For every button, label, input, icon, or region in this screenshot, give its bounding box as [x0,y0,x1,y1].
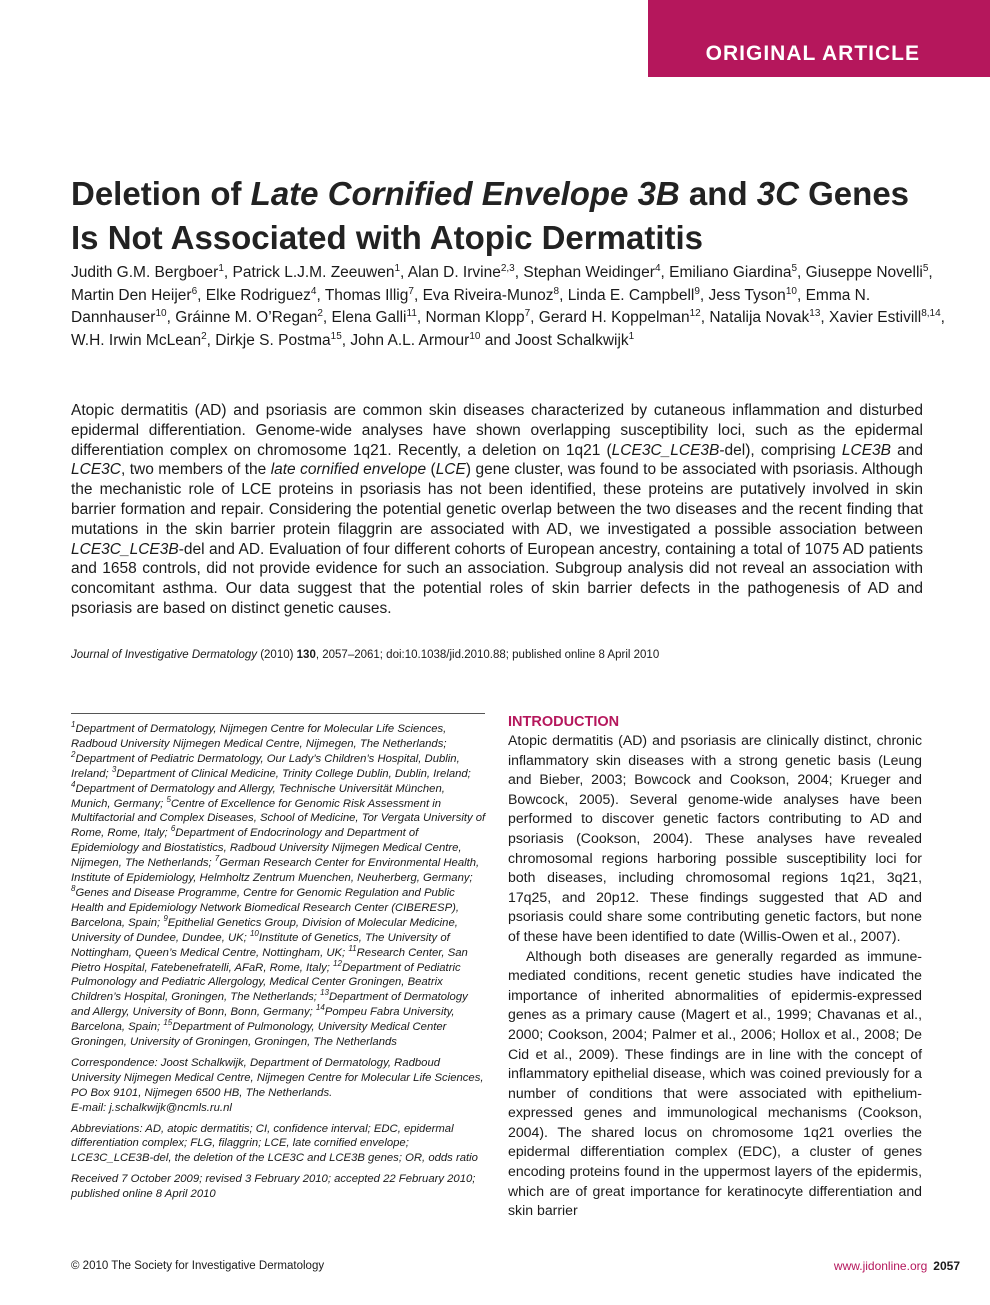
affiliation-text: Institute of Genetics, The University of Nottingham, Queen’s Medical Centre, Nottingham, UK; [71,931,450,959]
received-dates: Received 7 October 2009; revised 3 February 2010; accepted 22 February 2010; published online 8 April 2010 [71,1173,476,1201]
author-name: Natalija Novak [709,309,810,326]
abstract-text: -del and AD. Evaluation of four different cohorts of European ancestry, containing a total of 1075 AD patients and 1658 controls, did not provide evidence for such an association. Subgroup analysis did not reveal an association with concomitant asthma. Our data suggest that the potential roles of skin barrier defects in the pathogenesis of AD and psoriasis are based on distinct genetic causes. [71,540,923,617]
author-affiliation: 6 [191,285,198,297]
author-name: Joost Schalkwijk [514,331,629,349]
author-name: Xavier Estivill [829,309,922,326]
author-name: Norman Klopp [425,309,525,326]
affiliation-number: 15 [163,1018,173,1028]
affiliation-number: 1 [71,720,76,730]
affiliation-text: Pompeu Fabra University, Barcelona, Spain; [71,1006,455,1034]
author-affiliation: 4 [310,285,317,297]
affiliation-number: 4 [71,779,76,789]
affiliation-text: Department of Pediatric Dermatology, Our Lady’s Children’s Hospital, Dublin, Ireland; [71,752,460,780]
correspondence-email: E-mail: j.schalkwijk@ncmls.ru.nl [71,1101,232,1114]
abstract-gene: LCE3C [71,461,121,479]
abstract-text: , two members of the [120,461,271,479]
affiliation-number: 6 [170,824,176,834]
author-name: Gerard H. Koppelman [538,309,690,326]
author-name: Thomas Illig [324,286,409,304]
affiliation-number: 9 [163,914,168,924]
author-name: Martin Den Heijer [71,286,192,304]
author-name: Dirkje S. Postma [215,331,331,349]
affiliation-text: Genes and Disease Programme, Centre for Genomic Regulation and Public Health and Epidemiology Network Biomedical Research Center (CIBERESP), Barcelona, Spain; [71,886,460,929]
affiliation-number: 12 [333,958,342,968]
affiliation-number: 10 [249,928,259,938]
author-name: Patrick L.J.M. Zeeuwen [232,264,395,281]
author-affiliation: 1 [394,262,401,274]
author-name: Stephan Weidinger [523,264,655,281]
author-name: Emiliano Giardina [669,264,792,281]
title-part: Deletion of [71,175,251,212]
author-affiliation: 8 [553,285,560,297]
author-affiliation: 2 [201,330,207,342]
author-affiliation: 7 [524,307,531,319]
affiliation-text: German Research Center for Environmental Health, Institute of Epidemiology, Helmholtz Zentrum Muenchen, Neuherberg, Germany; [71,857,480,885]
author-name: Emma N. Dannhauser [71,286,871,326]
correspondence-text: Correspondence: Joost Schalkwijk, Department of Dermatology, Radboud University Nijmegen Medical Centre, Nijmegen Centre for Molecular Life Sciences, PO Box 9101, Nijmegen 6500 HB, The Netherlands. [71,1056,484,1099]
citation-journal: Journal of Investigative Dermatology [71,649,258,661]
affiliation-number: 13 [320,988,329,998]
affiliation-number: 8 [71,884,76,894]
abstract-text: Atopic dermatitis (AD) and psoriasis are common skin diseases characterized by cutaneous inflammation and disturbed epidermal differentiation. Genome-wide analyses have shown overlapping susceptibility loci, such as the epidermal differentiation complex on chromosome 1q21. Recently, a deletion on 1q21 ( [71,402,923,459]
author-list: Judith G.M. Bergboer$^1$, Patrick L.J.M. Zeeuwen$^1$, Alan D. Irvine$^{2,3}$, Stephan Weidinger$^4$, Emiliano Giardina$^5$, Giuseppe Novelli$^5$, Martin Den Heijer$^6$, Elke Rodriguez$^4$, Thomas Illig$^7$, Eva Riveira-Munoz$^8$, Linda E. Campbell$^9$, Jess Tyson$^{10}$, Emma N. Dannhauser$^{10}$, Gráinne M. O’Regan$^2$, Elena Galli$^{11}$, Norman Klopp$^7$, Gerard H. Koppelman$^{12}$, Natalija Novak$^{13}$, Xavier Estivill$^{8,14}$, W.H. Irwin McLean$^2$, Dirkje S. Postma$^{15}$, John A.L. Armour$^{10}$ and Joost Schalkwijk$^1$ [71,262,945,349]
author-name: Linda E. Campbell [567,286,695,304]
affiliation-text: Research Center, San Pietro Hospital, Fatebenefratelli, AFaR, Rome, Italy; [71,946,468,974]
title-part: and [679,175,757,212]
abstract-text: ) gene cluster, was found to be associated with psoriasis. Although the mechanistic role of LCE proteins in psoriasis has not been identified, these proteins are putatively involved in skin barrier formation and repair. Considering the potential genetic overlap between the two diseases and the recent finding that mutations in the skin barrier protein filaggrin are associated with AD, we investigated a possible association between [71,461,924,538]
author-affiliation: 2 [317,307,323,319]
citation-year: (2010) [257,649,297,661]
affiliation-text: Department of Clinical Medicine, Trinity College Dublin, Dublin, Ireland; [116,767,471,780]
author-affiliation: 8,14 [921,307,941,319]
affiliation-number: 3 [111,764,117,774]
footer-right [834,1259,960,1273]
author-affiliation: 11 [406,307,417,319]
article-title [71,172,951,260]
citation-details: , 2057–2061; doi:10.1038/jid.2010.88; published online 8 April 2010 [315,649,660,661]
affiliation-text: Department of Endocrinology and Department of Epidemiology and Biostatistics, Radboud University Nijmegen Medical Centre, Nijmegen, The Netherlands; [71,827,462,870]
journal-url-link[interactable]: www.jidonline.org [833,1259,928,1273]
abstract-gene: LCE3B [841,441,892,459]
author-name: Giuseppe Novelli [805,264,923,281]
affiliation-text: Centre of Excellence for Genomic Risk Assessment in Multifactorial and Complex Diseases, School of Medicine, Tor Vergata University of Rome, Rome, Italy; [71,797,486,840]
article-type-banner [648,0,990,77]
author-affiliation: 15 [330,330,342,342]
introduction-paragraph: Although both diseases are generally regarded as immune-mediated conditions, recent genetic studies have indicated the importance of inherited abnormalities of epidermis-expressed genes as a primary cause (Magert et al., 1999; Chavanas et al., 2000; Cookson, 2004; Palmer et al., 2006; Hollox et al., 2008; De Cid et al., 2009). These findings are in line with the concept of inflammatory epithelial disease, which was coined previously for a number of conditions that were associated with epithelium-expressed genes and immunological mechanisms (Cookson, 2004). The shared locus on chromosome 1q21 overlies the epidermal differentiation complex (EDC), a cluster of genes encoding proteins found in the uppermost layers of the epidermis, which are of great importance for keratinocyte differentiation and skin barrier [508,947,922,1219]
affiliation-text: Department of Pulmonology, University Medical Center Groningen, University of Groningen, Groningen, The Netherlands [71,1021,447,1049]
footnote-divider [71,713,485,714]
author-separator: and [480,331,515,349]
correspondence [71,1056,486,1116]
abstract-gene: late cornified envelope [270,461,427,479]
article-type-label: ORIGINAL ARTICLE [705,42,920,65]
author-name: W.H. Irwin McLean [71,331,202,349]
affiliation-text: Department of Dermatology, Nijmegen Centre for Molecular Life Sciences, Radboud University Nijmegen Medical Centre, Nijmegen, The Netherlands; [71,723,447,750]
title-part: Genes [798,175,910,212]
author-affiliation: 10 [469,330,481,342]
introduction-paragraph: Atopic dermatitis (AD) and psoriasis are clinically distinct, chronic inflammatory skin diseases with a strong genetic basis (Leung and Bieber, 2003; Bowcock and Cookson, 2004; Krueger and Bowcock, 2005). Several genome-wide analyses have been performed to discover genetic factors contributing to AD and psoriasis (Cookson, 2004). These analyses have revealed chromosomal regions harboring possible susceptibility loci for both diseases, including chromosomal regions 1q21, 3q21, 17q25, and 20p12. These findings suggested that AD and psoriasis could share some contributing genetic factors, but none of these have been identified to date (Willis-Owen et al., 2007). [508,732,922,944]
affiliation-number: 14 [315,1003,325,1013]
author-affiliation: 2,3 [500,262,515,274]
author-affiliation: 1 [628,330,635,342]
affiliation-number: 2 [71,750,76,760]
author-affiliation: 10 [785,285,797,297]
affiliation-number: 5 [166,794,171,804]
author-name: Judith G.M. Bergboer [71,264,219,281]
footer-copyright: © 2010 The Society for Investigative Dermatology [71,1260,325,1272]
introduction-column [508,714,922,1221]
affiliation-text: Department of Dermatology and Allergy, Technische Universität München, Munich, Germany; [71,782,445,810]
abstract-gene: LCE [435,461,466,479]
author-name: Elke Rodriguez [205,286,311,304]
affiliation-text: Department of Dermatology and Allergy, University of Bonn, Bonn, Germany; [71,991,468,1019]
abstract-gene: LCE3C_LCE3B [71,540,179,558]
title-gene-name: 3C [756,175,799,212]
author-name: Jess Tyson [708,286,786,304]
affiliations [71,722,486,1050]
author-affiliation: 4 [654,262,661,274]
citation-volume: 130 [296,649,316,661]
author-affiliation: 7 [408,285,414,297]
author-name: Gráinne M. O’Regan [175,309,318,326]
author-name: Elena Galli [331,309,407,326]
introduction-heading: INTRODUCTION [508,714,620,730]
title-part: Is Not Associated with Atopic Dermatitis [71,219,703,256]
page-number: 2057 [933,1259,960,1273]
author-affiliation: 9 [694,285,700,297]
author-name: Eva Riveira-Munoz [422,286,554,304]
author-affiliation: 12 [689,307,701,319]
affiliation-text: Department of Pediatric Pulmonology and Pediatric Allergology, Medical Center Groningen, Beatrix Children’s Hospital, Groningen, The Netherlands; [71,961,461,1004]
author-name: Alan D. Irvine [407,264,501,281]
abstract-gene: LCE3C_LCE3B [611,441,720,459]
title-gene-name: Late Cornified Envelope 3B [250,175,680,212]
abbreviations: Abbreviations: AD, atopic dermatitis; CI, confidence interval; EDC, epidermal differentiation complex; FLG, filaggrin; LCE, late cornified envelope; LCE3C_LCE3B-del, the deletion of the LCE3C and LCE3B genes; OR, odds ratio [71,1122,478,1165]
author-affiliation: 13 [809,307,821,319]
affiliation-number: 7 [214,854,220,864]
author-affiliation: 5 [922,262,929,274]
abstract-text: and [891,441,924,459]
author-affiliation: 5 [791,262,798,274]
abstract-text: -del), comprising [719,441,842,459]
footnotes [71,722,486,1208]
author-name: John A.L. Armour [350,331,470,349]
author-affiliation: 10 [155,307,167,319]
affiliation-number: 11 [348,943,357,953]
citation-line [71,649,951,661]
author-affiliation: 1 [218,262,224,274]
affiliation-text: Epithelial Genetics Group, Division of Molecular Medicine, University of Dundee, Dundee, UK; [71,916,458,944]
abstract-text: ( [426,461,436,479]
abstract [71,401,923,619]
